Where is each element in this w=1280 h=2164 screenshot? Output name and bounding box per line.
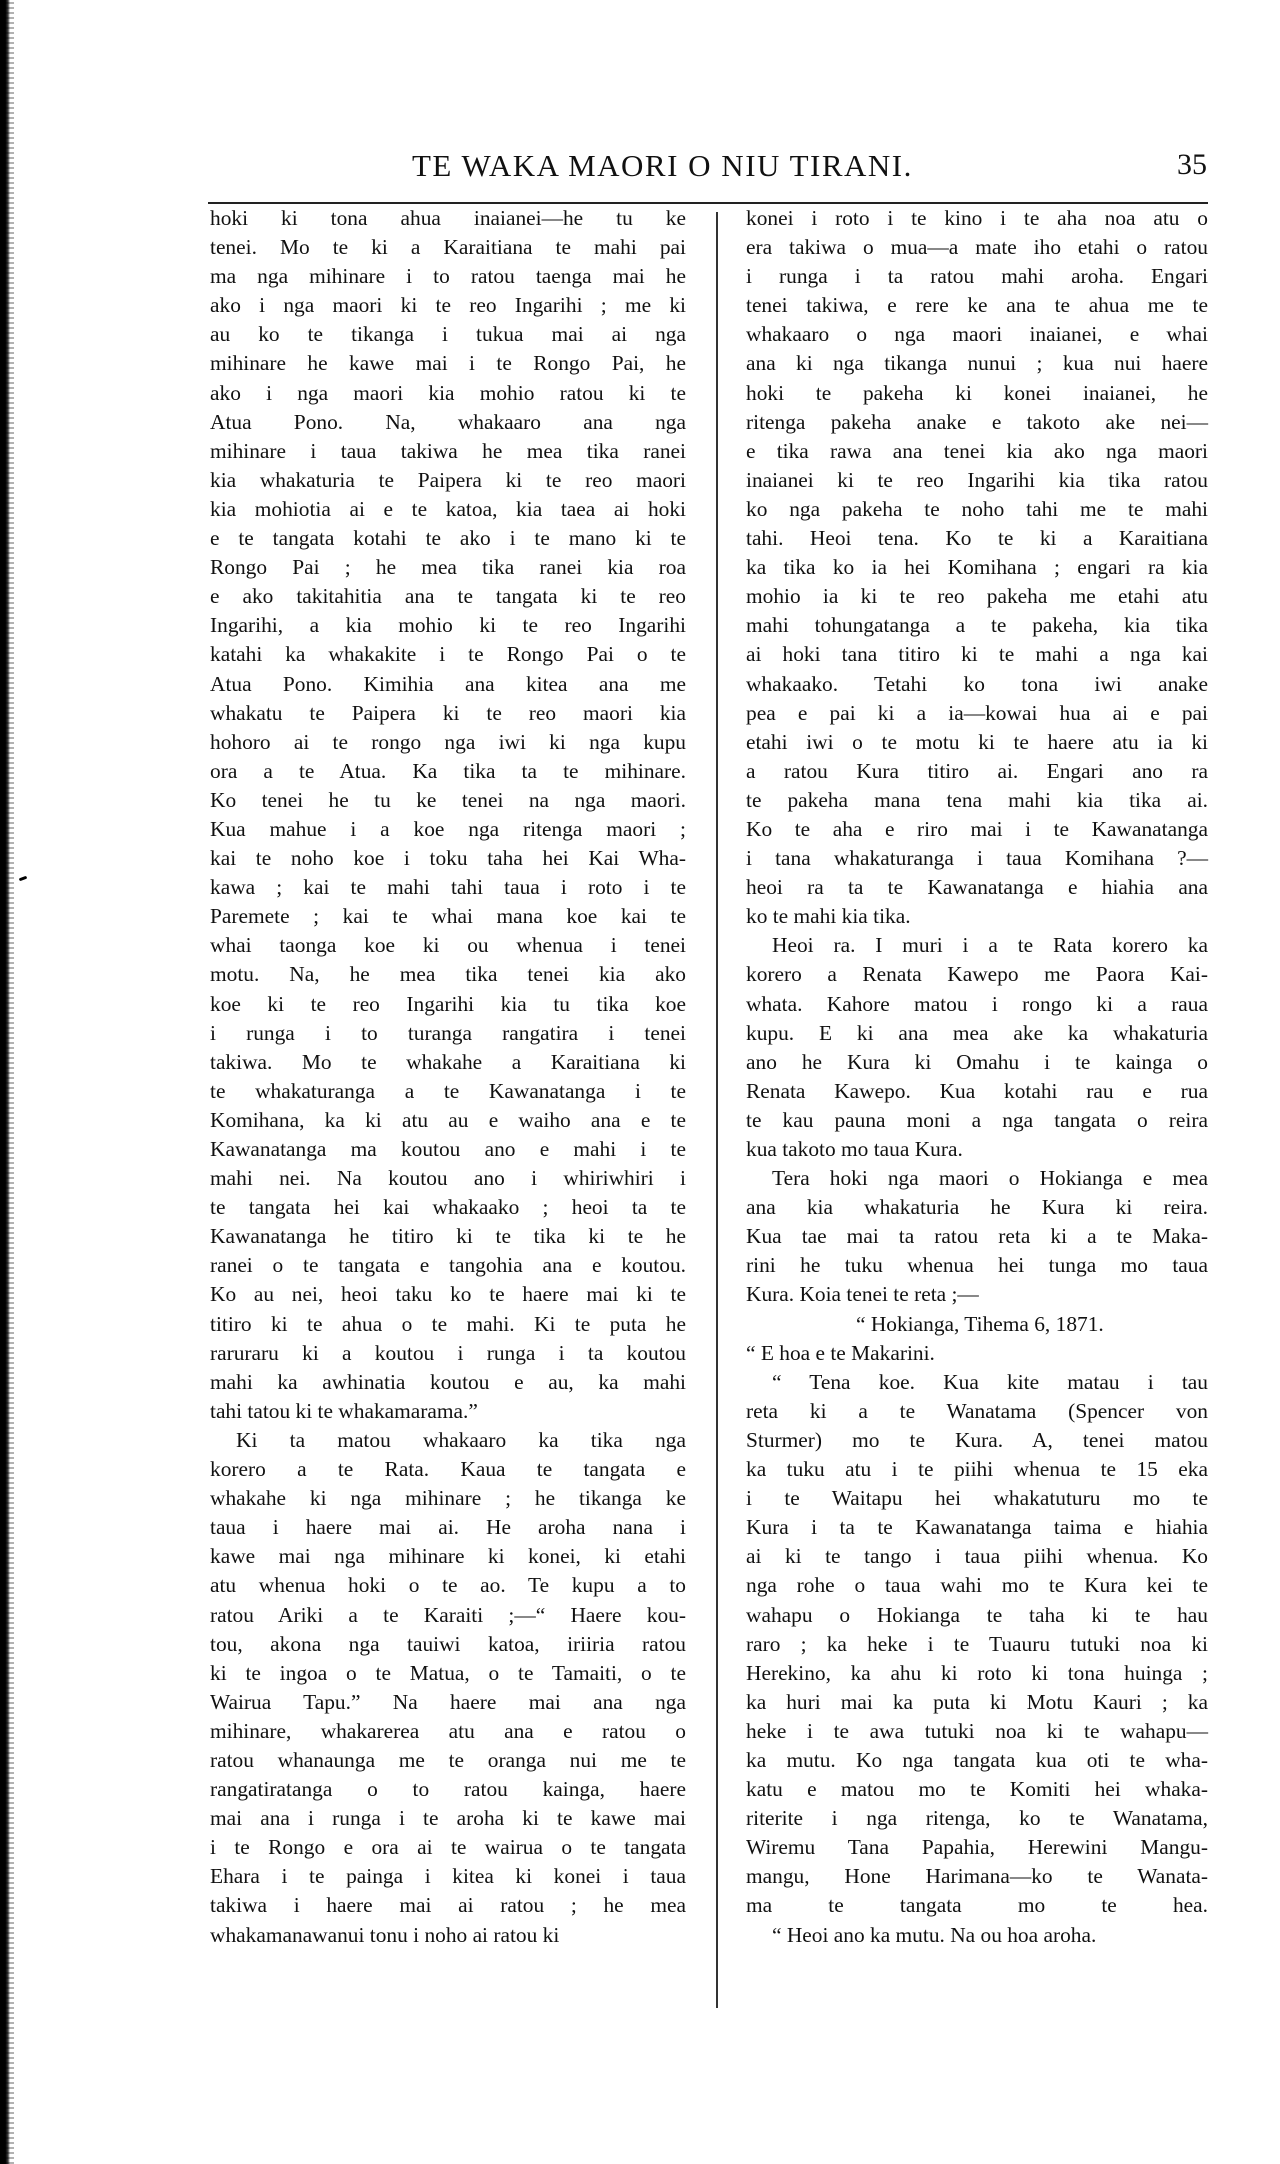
text-line: korero a te Rata. Kaua te tangata e bbox=[210, 1457, 686, 1482]
page-header bbox=[212, 148, 1207, 188]
text-line: mohio ia ki te reo pakeha me etahi atu bbox=[746, 584, 1208, 609]
text-line: Atua Pono. Na, whakaaro ana nga bbox=[210, 409, 686, 434]
text-line: ano he Kura ki Omahu i te kainga o bbox=[746, 1049, 1208, 1074]
text-line: takiwa. Mo te whakahe a Karaitiana ki bbox=[210, 1049, 686, 1074]
text-line: taua i haere mai ai. He aroha nana i bbox=[210, 1515, 686, 1540]
text-line: mihinare he kawe mai i te Rongo Pai, he bbox=[210, 351, 686, 376]
text-line: hoki ki tona ahua inaianei—he tu ke bbox=[210, 206, 686, 230]
text-line: hohoro ai te rongo nga iwi ki nga kupu bbox=[210, 729, 686, 754]
text-line: Herekino, ka ahu ki roto ki tona huinga ; bbox=[746, 1660, 1208, 1685]
text-line: korero a Renata Kawepo me Paora Kai- bbox=[746, 962, 1208, 987]
text-line: tenei takiwa, e rere ke ana te ahua me te bbox=[746, 293, 1208, 318]
text-line: au ko te tikanga i tukua mai ai nga bbox=[210, 322, 686, 347]
text-line: raruraru ki a koutou i runga i ta koutou bbox=[210, 1340, 686, 1365]
text-line: katu e matou mo te Komiti hei whaka- bbox=[746, 1777, 1208, 1802]
ink-blot bbox=[19, 876, 28, 882]
text-line: mihinare i taua takiwa he mea tika ranei bbox=[210, 438, 686, 463]
text-line: kia mohiotia ai e te katoa, kia taea ai hoki bbox=[210, 496, 686, 521]
text-line: era takiwa o mua—a mate iho etahi o ratou bbox=[746, 235, 1208, 260]
text-line: ki te ingoa o te Matua, o te Tamaiti, o te bbox=[210, 1660, 686, 1685]
text-line: Kawanatanga he titiro ki te tika ki te he bbox=[210, 1224, 686, 1249]
text-line: heke i te awa tutuki noa ki te wahapu— bbox=[746, 1718, 1208, 1743]
column-divider bbox=[716, 212, 718, 2008]
text-line: Tera hoki nga maori o Hokianga e mea bbox=[772, 1166, 1208, 1191]
text-line: whakahe ki nga mihinare ; he tikanga ke bbox=[210, 1486, 686, 1511]
text-line: inaianei ki te reo Ingarihi kia tika ratou bbox=[746, 467, 1208, 492]
text-line: ka tika ko ia hei Komihana ; engari ra kia bbox=[746, 555, 1208, 580]
text-line: tou, akona nga tauiwi katoa, iriiria ratou bbox=[210, 1631, 686, 1656]
text-line: ako i nga maori ki te reo Ingarihi ; me ki bbox=[210, 293, 686, 318]
text-line: katahi ka whakakite i te Rongo Pai o te bbox=[210, 642, 686, 667]
running-title: TE WAKA MAORI O NIU TIRANI. bbox=[412, 148, 913, 183]
text-line: te whakaturanga a te Kawanatanga i te bbox=[210, 1078, 686, 1103]
text-line: ritenga pakeha anake e takoto ake nei— bbox=[746, 409, 1208, 434]
text-line: Heoi ra. I muri i a te Rata korero ka bbox=[772, 933, 1208, 958]
text-line: takiwa i haere mai ai ratou ; he mea bbox=[210, 1893, 686, 1918]
text-line: ko te mahi kia tika. bbox=[746, 904, 911, 929]
text-line: Renata Kawepo. Kua kotahi rau e rua bbox=[746, 1078, 1208, 1103]
text-line: Kawanatanga ma koutou ano e mahi i te bbox=[210, 1137, 686, 1161]
text-line: te tangata hei kai whakaako ; heoi ta te bbox=[210, 1195, 686, 1220]
text-line: ai hoki tana titiro ki te mahi a nga kai bbox=[746, 642, 1208, 667]
text-line: Atua Pono. Kimihia ana kitea ana me bbox=[210, 671, 686, 696]
text-line: ratou whanaunga me te oranga nui me te bbox=[210, 1747, 686, 1772]
text-line: Ehara i te painga i kitea ki konei i taua bbox=[210, 1864, 686, 1889]
text-line: whakamanawanui tonu i noho ai ratou ki bbox=[210, 1922, 560, 1947]
text-line: reta ki a te Wanatama (Spencer von bbox=[746, 1398, 1208, 1423]
text-line: Ingarihi, a kia mohio ki te reo Ingarihi bbox=[210, 613, 686, 638]
text-line: ranei o te tangata e tangohia ana e koutou. bbox=[210, 1253, 686, 1278]
text-line: tahi. Heoi tena. Ko te ki a Karaitiana bbox=[746, 526, 1208, 551]
text-line: atu whenua hoki o te ao. Te kupu a to bbox=[210, 1573, 686, 1598]
text-line: ma te tangata mo te hea. bbox=[746, 1893, 1208, 1918]
text-line: Ko tenei he tu ke tenei na nga maori. bbox=[210, 787, 686, 812]
text-line: Wairua Tapu.” Na haere mai ana nga bbox=[210, 1689, 686, 1714]
text-line: Kua tae mai ta ratou reta ki a te Maka- bbox=[746, 1224, 1208, 1249]
text-line: heoi ra ta te Kawanatanga e hiahia ana bbox=[746, 875, 1208, 900]
scan-edge-speckle bbox=[0, 0, 14, 2164]
text-line: ai ki te tango i taua piihi whenua. Ko bbox=[746, 1544, 1208, 1569]
text-line: pea e pai ki a ia—kowai hua ai e pai bbox=[746, 700, 1208, 725]
text-line: whakaako. Tetahi ko tona iwi anake bbox=[746, 671, 1208, 696]
text-line: ma nga mihinare i to ratou taenga mai he bbox=[210, 264, 686, 289]
text-line: ako i nga maori kia mohio ratou ki te bbox=[210, 380, 686, 405]
text-line: wahapu o Hokianga te taha ki te hau bbox=[746, 1602, 1208, 1627]
text-line: e ako takitahitia ana te tangata ki te reo bbox=[210, 584, 686, 609]
text-line: mahi nei. Na koutou ano i whiriwhiri i bbox=[210, 1166, 686, 1191]
text-line: kawe mai nga mihinare ki konei, ki etahi bbox=[210, 1544, 686, 1569]
text-line: whakaaro o nga maori inaianei, e whai bbox=[746, 322, 1208, 347]
text-line: ana kia whakaturia he Kura ki reira. bbox=[746, 1195, 1208, 1220]
text-line: whata. Kahore matou i rongo ki a raua bbox=[746, 991, 1208, 1016]
text-line: Ko au nei, heoi taku ko te haere mai ki te bbox=[210, 1282, 686, 1307]
text-line: ora a te Atua. Ka tika ta te mihinare. bbox=[210, 758, 686, 783]
text-line: whakatu te Paipera ki te reo maori kia bbox=[210, 700, 686, 725]
text-line: rini he tuku whenua hei tunga mo taua bbox=[746, 1253, 1208, 1278]
text-line: “ Heoi ano ka mutu. Na ou hoa aroha. bbox=[772, 1922, 1097, 1947]
text-line: i te Waitapu hei whakatuturu mo te bbox=[746, 1486, 1208, 1511]
text-line: etahi iwi o te motu ki te haere atu ia ki bbox=[746, 729, 1208, 754]
text-line: mihinare, whakarerea atu ana e ratou o bbox=[210, 1718, 686, 1743]
text-line: mahi ka awhinatia koutou e au, ka mahi bbox=[210, 1369, 686, 1394]
text-line: a ratou Kura titiro ai. Engari ano ra bbox=[746, 758, 1208, 783]
text-line: ko nga pakeha te noho tahi me te mahi bbox=[746, 496, 1208, 521]
text-line: titiro ki te ahua o te mahi. Ki te puta he bbox=[210, 1311, 686, 1336]
text-line: Ko te aha e riro mai i te Kawanatanga bbox=[746, 816, 1208, 841]
text-line: Wiremu Tana Papahia, Herewini Mangu- bbox=[746, 1835, 1208, 1860]
text-line: “ E hoa e te Makarini. bbox=[746, 1340, 935, 1365]
text-line: kai te noho koe i toku taha hei Kai Wha- bbox=[210, 846, 686, 871]
text-line: i te Rongo e ora ai te wairua o te tangata bbox=[210, 1835, 686, 1860]
text-line: Kua mahue i a koe nga ritenga maori ; bbox=[210, 816, 686, 841]
text-line: “ Tena koe. Kua kite matau i tau bbox=[772, 1369, 1208, 1394]
text-line: e te tangata kotahi te ako i te mano ki te bbox=[210, 526, 686, 551]
text-line: nga rohe o taua wahi mo te Kura kei te bbox=[746, 1573, 1208, 1598]
text-line: Sturmer) mo te Kura. A, tenei matou bbox=[746, 1427, 1208, 1452]
text-line: kia whakaturia te Paipera ki te reo maori bbox=[210, 467, 686, 492]
text-line: kupu. E ki ana mea ake ka whakaturia bbox=[746, 1020, 1208, 1045]
text-line: i tana whakaturanga i taua Komihana ?— bbox=[746, 846, 1208, 871]
text-line: raro ; ka heke i te Tuauru tutuki noa ki bbox=[746, 1631, 1208, 1656]
text-line: i runga i to turanga rangatira i tenei bbox=[210, 1020, 686, 1045]
text-line: ratou Ariki a te Karaiti ;—“ Haere kou- bbox=[210, 1602, 686, 1627]
text-line: te kau pauna moni a nga tangata o reira bbox=[746, 1107, 1208, 1132]
text-line: konei i roto i te kino i te aha noa atu o bbox=[746, 206, 1208, 230]
text-line: kua takoto mo taua Kura. bbox=[746, 1137, 963, 1161]
text-line: Kura i ta te Kawanatanga taima e hiahia bbox=[746, 1515, 1208, 1540]
text-line: Komihana, ka ki atu au e waiho ana e te bbox=[210, 1107, 686, 1132]
text-line: koe ki te reo Ingarihi kia tu tika koe bbox=[210, 991, 686, 1016]
text-line: tenei. Mo te ki a Karaitiana te mahi pai bbox=[210, 235, 686, 260]
text-line: mai ana i runga i te aroha ki te kawe mai bbox=[210, 1806, 686, 1831]
text-line: Paremete ; kai te whai mana koe kai te bbox=[210, 904, 686, 929]
left-column bbox=[210, 204, 686, 1950]
text-line: Kura. Koia tenei te reta ;— bbox=[746, 1282, 979, 1307]
text-line: kawa ; kai te mahi tahi taua i roto i te bbox=[210, 875, 686, 900]
text-line: mahi tohungatanga a te pakeha, kia tika bbox=[746, 613, 1208, 638]
text-line: motu. Na, he mea tika tenei kia ako bbox=[210, 962, 686, 987]
text-line: i runga i ta ratou mahi aroha. Engari bbox=[746, 264, 1208, 289]
text-line: e tika rawa ana tenei kia ako nga maori bbox=[746, 438, 1208, 463]
text-line: mangu, Hone Harimana—ko te Wanata- bbox=[746, 1864, 1208, 1889]
text-line: Rongo Pai ; he mea tika ranei kia roa bbox=[210, 555, 686, 580]
text-line: Ki ta matou whakaaro ka tika nga bbox=[236, 1427, 686, 1452]
text-line: te pakeha mana tena mahi kia tika ai. bbox=[746, 787, 1208, 812]
text-line: tahi tatou ki te whakamarama.” bbox=[210, 1398, 478, 1423]
right-column bbox=[746, 204, 1208, 1950]
text-line: “ Hokianga, Tihema 6, 1871. bbox=[856, 1311, 1104, 1336]
text-line: whai taonga koe ki ou whenua i tenei bbox=[210, 933, 686, 958]
text-line: riterite i nga ritenga, ko te Wanatama, bbox=[746, 1806, 1208, 1831]
text-line: hoki te pakeha ki konei inaianei, he bbox=[746, 380, 1208, 405]
text-line: ka huri mai ka puta ki Motu Kauri ; ka bbox=[746, 1689, 1208, 1714]
text-line: ana ki nga tikanga nunui ; kua nui haere bbox=[746, 351, 1208, 376]
text-line: ka mutu. Ko nga tangata kua oti te wha- bbox=[746, 1747, 1208, 1772]
text-line: ka tuku atu i te piihi whenua te 15 eka bbox=[746, 1457, 1208, 1482]
text-line: rangatiratanga o to ratou kainga, haere bbox=[210, 1777, 686, 1802]
page-number: 35 bbox=[1177, 148, 1207, 181]
